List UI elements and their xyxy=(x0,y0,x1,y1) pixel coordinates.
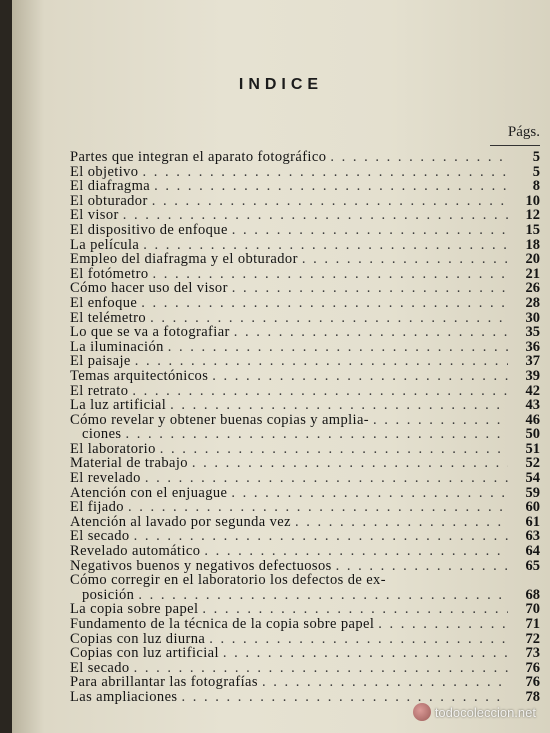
toc-entry-label: El secado xyxy=(70,659,130,676)
pages-header-rule xyxy=(490,145,540,146)
toc-entry xyxy=(70,617,540,632)
toc-entry-page: 37 xyxy=(525,353,540,370)
toc-leader-dots xyxy=(145,471,508,486)
toc-entry-label: Copias con luz artificial xyxy=(70,645,219,662)
toc-entry-label: El enfoque xyxy=(70,294,138,311)
toc-leader-dots xyxy=(232,281,508,296)
toc-entry-label: Material de trabajo xyxy=(70,455,188,472)
toc-leader-dots xyxy=(373,413,508,428)
toc-entry-label: El telémetro xyxy=(70,309,147,326)
toc-entry-page: 70 xyxy=(525,601,540,618)
toc-entry xyxy=(70,427,540,442)
toc-entry xyxy=(70,252,540,267)
toc-entry-label: El fotómetro xyxy=(70,265,149,282)
toc-leader-dots xyxy=(138,588,508,603)
toc-entry-page: 54 xyxy=(525,470,540,487)
toc-entry-label: El fijado xyxy=(70,499,124,516)
toc-leader-dots xyxy=(123,208,508,223)
toc-leader-dots xyxy=(152,194,508,209)
toc-entry xyxy=(70,646,540,661)
toc-entry-page: 35 xyxy=(525,324,540,341)
toc-leader-dots xyxy=(209,632,508,647)
toc-entry-label: El diafragma xyxy=(70,178,151,195)
toc-entry xyxy=(70,632,540,647)
toc-entry xyxy=(70,369,540,384)
toc-entry xyxy=(70,573,540,588)
toc-entry-page: 28 xyxy=(525,294,540,311)
toc-leader-dots xyxy=(154,179,508,194)
toc-leader-dots xyxy=(132,384,508,399)
watermark-logo-icon xyxy=(413,703,431,721)
toc-entry-label: Negativos buenos y negativos defectuosos xyxy=(70,557,332,574)
toc-entry xyxy=(70,150,540,165)
toc-entry-label: Empleo del diafragma y el obturador xyxy=(70,251,298,268)
toc-leader-dots xyxy=(125,427,508,442)
toc-leader-dots xyxy=(141,296,508,311)
toc-entry-label: Fundamento de la técnica de la copia sobre papel xyxy=(70,616,375,632)
toc-entry xyxy=(70,500,540,515)
toc-entry-label: Revelado automático xyxy=(70,543,201,560)
toc-entry xyxy=(70,223,540,238)
toc-entry xyxy=(70,515,540,530)
toc-leader-dots xyxy=(160,442,508,457)
toc-entry-label: El objetivo xyxy=(70,163,139,180)
toc-leader-dots xyxy=(262,675,508,690)
toc-entry-page: 18 xyxy=(525,236,540,253)
toc-entry-page: 10 xyxy=(525,192,540,209)
toc-entry-page: 26 xyxy=(525,280,540,297)
toc-leader-dots xyxy=(232,223,508,238)
page-title: INDICE xyxy=(238,76,324,93)
toc-leader-dots xyxy=(336,559,508,574)
toc-entry-label: El obturador xyxy=(70,192,148,209)
toc-entry-page: 76 xyxy=(525,674,540,691)
toc-leader-dots xyxy=(150,311,508,326)
toc-leader-dots xyxy=(204,544,508,559)
toc-entry xyxy=(70,325,540,340)
toc-entry-label: El retrato xyxy=(70,382,129,399)
toc-entry-label: El revelado xyxy=(70,470,141,487)
toc-entry xyxy=(70,471,540,486)
toc-leader-dots xyxy=(223,646,508,661)
toc-entry-page: 59 xyxy=(525,484,540,501)
toc-entry-page: 12 xyxy=(525,207,540,224)
toc-entry-label: Atención con el enjuague xyxy=(70,484,228,501)
toc-entry-label: Las ampliaciones xyxy=(70,688,178,705)
toc-entry-label: El paisaje xyxy=(70,353,131,370)
toc-entry xyxy=(70,544,540,559)
toc-entry-page: 65 xyxy=(525,557,540,574)
toc-entry xyxy=(70,413,540,428)
toc-entry xyxy=(70,340,540,355)
toc-leader-dots xyxy=(143,238,508,253)
toc-leader-dots xyxy=(134,661,508,676)
toc-entry xyxy=(70,238,540,253)
toc-entry-page: 43 xyxy=(525,397,540,414)
pages-column-header: Págs. xyxy=(507,124,540,140)
toc-leader-dots xyxy=(302,252,508,267)
toc-entry-label: Lo que se va a fotografiar xyxy=(70,324,230,341)
toc-leader-dots xyxy=(128,500,508,515)
toc-entry-label: Cómo corregir en el laboratorio los defectos de ex- xyxy=(70,572,386,589)
toc-leader-dots xyxy=(135,354,508,369)
toc-entry-label: La película xyxy=(70,236,140,253)
toc-entry-page: 46 xyxy=(525,411,540,428)
toc-leader-dots xyxy=(170,398,508,413)
toc-entry xyxy=(70,384,540,399)
toc-leader-dots xyxy=(134,529,508,544)
toc-entry-page: 52 xyxy=(525,455,540,472)
toc-entry-label: Cómo hacer uso del visor xyxy=(70,280,228,297)
toc-entry-page: 5 xyxy=(532,149,540,165)
toc-leader-dots xyxy=(202,602,508,617)
toc-entry xyxy=(70,559,540,574)
toc-entry xyxy=(70,602,540,617)
toc-entry-page: 71 xyxy=(525,616,540,632)
toc-entry-page: 21 xyxy=(525,265,540,282)
toc-entry xyxy=(70,529,540,544)
toc-leader-dots xyxy=(168,340,508,355)
toc-entry-label: El visor xyxy=(70,207,119,224)
toc-entry-page: 76 xyxy=(525,659,540,676)
toc-entry xyxy=(70,194,540,209)
toc-entry-label: La luz artificial xyxy=(70,397,167,414)
toc-leader-dots xyxy=(153,267,509,282)
toc-entry-label: El laboratorio xyxy=(70,440,156,457)
toc-entry-label: Cómo revelar y obtener buenas copias y amplia- xyxy=(70,411,370,428)
toc-leader-dots xyxy=(231,486,508,501)
toc-entry-label: ciones xyxy=(82,426,122,443)
toc-entry-page: 36 xyxy=(525,338,540,355)
toc-entry-label: Para abrillantar las fotografías xyxy=(70,674,258,691)
toc-entry-label: Partes que integran el aparato fotográfico xyxy=(70,149,327,165)
toc-entry xyxy=(70,165,540,180)
toc-entry-page: 5 xyxy=(532,163,540,180)
toc-entry xyxy=(70,398,540,413)
toc-entry-label: Atención al lavado por segunda vez xyxy=(70,513,291,530)
toc-entry-label: Copias con luz diurna xyxy=(70,630,206,647)
toc-entry xyxy=(70,661,540,676)
toc-entry xyxy=(70,456,540,471)
toc-entry-label: El dispositivo de enfoque xyxy=(70,221,228,238)
toc-entry-label: La copia sobre papel xyxy=(70,601,199,618)
toc-entry-page: 50 xyxy=(525,426,540,443)
toc-entry-page: 64 xyxy=(525,543,540,560)
table-of-contents xyxy=(70,150,540,705)
toc-entry-label: posición xyxy=(82,586,135,603)
toc-leader-dots xyxy=(378,617,508,632)
toc-entry xyxy=(70,588,540,603)
toc-entry xyxy=(70,354,540,369)
toc-leader-dots xyxy=(192,456,508,471)
toc-entry-page: 61 xyxy=(525,513,540,530)
toc-entry xyxy=(70,281,540,296)
watermark xyxy=(413,703,536,721)
toc-entry-page: 63 xyxy=(525,528,540,545)
bleed-through-text xyxy=(72,0,550,140)
toc-entry-page: 42 xyxy=(525,382,540,399)
toc-entry xyxy=(70,179,540,194)
toc-entry-label: El secado xyxy=(70,528,130,545)
toc-entry xyxy=(70,311,540,326)
toc-entry-page: 51 xyxy=(525,440,540,457)
toc-entry xyxy=(70,267,540,282)
toc-entry xyxy=(70,442,540,457)
toc-entry-page: 78 xyxy=(525,688,540,705)
toc-entry-page: 39 xyxy=(525,367,540,384)
toc-leader-dots xyxy=(212,369,508,384)
toc-entry-page: 8 xyxy=(532,178,540,195)
toc-leader-dots xyxy=(234,325,508,340)
toc-entry xyxy=(70,208,540,223)
toc-entry-page: 60 xyxy=(525,499,540,516)
watermark-text: todocoleccion.net xyxy=(434,704,536,720)
toc-entry-page: 73 xyxy=(525,645,540,662)
toc-entry-page: 72 xyxy=(525,630,540,647)
toc-leader-dots xyxy=(142,165,508,180)
toc-entry-page: 68 xyxy=(525,586,540,603)
toc-entry-label: Temas arquitectónicos xyxy=(70,367,209,384)
book-page xyxy=(12,0,550,733)
toc-leader-dots xyxy=(330,150,508,165)
toc-entry-page: 15 xyxy=(525,221,540,238)
toc-entry-page: 20 xyxy=(525,251,540,268)
toc-leader-dots xyxy=(295,515,508,530)
toc-entry-page: 30 xyxy=(525,309,540,326)
toc-entry xyxy=(70,296,540,311)
toc-entry-label: La iluminación xyxy=(70,338,164,355)
toc-entry xyxy=(70,675,540,690)
toc-entry xyxy=(70,486,540,501)
